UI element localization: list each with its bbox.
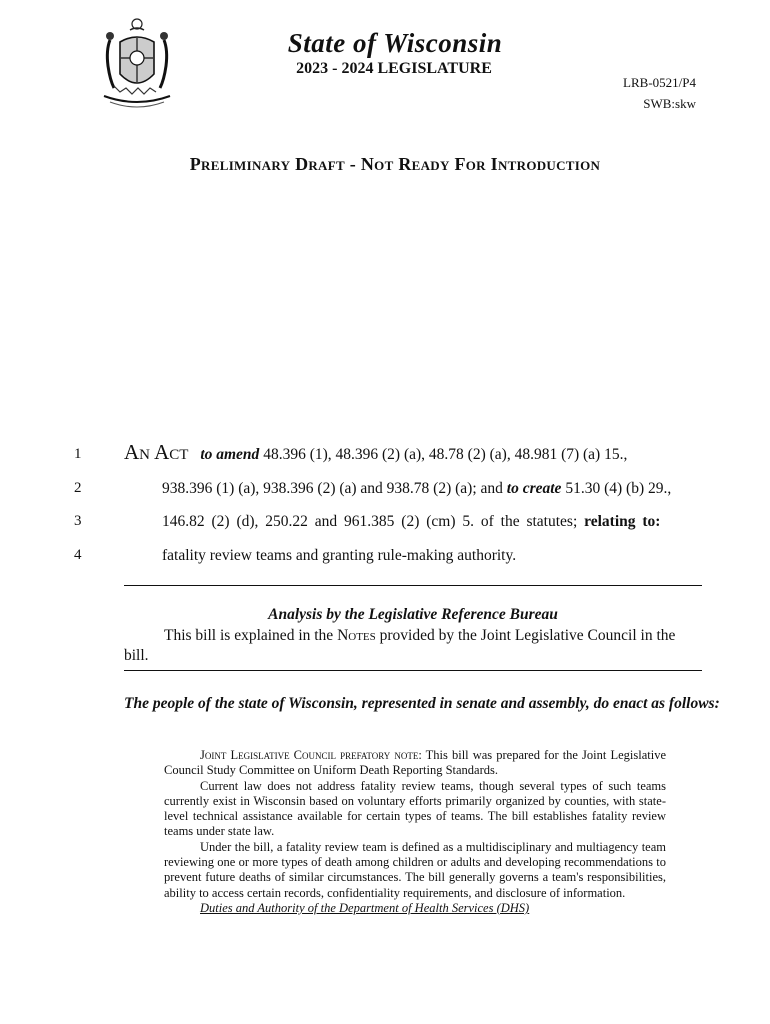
act-line-1 [124, 440, 627, 465]
note-subheading [164, 901, 666, 916]
an-act-label: An Act [124, 440, 189, 464]
note-text-1: This bill was prepared for the Joint Legislative Council Study Committee on Uniform Death Reporting Standards. [164, 748, 666, 778]
analysis-title: Analysis by the Legislative Reference Bureau [268, 606, 558, 623]
analysis-body [124, 626, 702, 666]
note-paragraph-2: Current law does not address fatality review teams, though several types of such teams currently exist in Wisconsin based on voluntary efforts primarily organized by counties, with state-level technical assistance available for certain types of teams. The bill establishes fatality review teams under state law. [164, 778, 666, 839]
amend-sections: 48.396 (1), 48.396 (2) (a), 48.78 (2) (a), 48.981 (7) (a) 15., [259, 446, 628, 463]
lrb-number: LRB-0521/P4 [623, 75, 696, 90]
note-label: Joint Legislative Council prefatory note: [200, 748, 422, 762]
divider-bottom [124, 670, 702, 671]
draft-status-heading: Preliminary Draft - Not Ready For Introduction [189, 154, 601, 174]
analysis-text: This bill is explained in the [164, 627, 338, 644]
amend-sections-cont: 938.396 (1) (a), 938.396 (2) (a) and 938.78 (2) (a); and [162, 480, 507, 497]
line-number: 1 [74, 446, 82, 462]
line-number: 3 [74, 513, 82, 529]
relating-subject: fatality review teams and granting rule-making authority. [162, 547, 517, 564]
act-line-4 [162, 547, 516, 565]
to-create-label: to create [506, 480, 562, 497]
create-sections-cont: 146.82 (2) (d), 250.22 and 961.385 (2) (cm) 5. of the statutes; [162, 513, 585, 530]
prefatory-note [164, 748, 666, 916]
line-number: 2 [74, 480, 82, 496]
state-title: State of Wisconsin [287, 28, 503, 58]
enacting-clause: The people of the state of Wisconsin, represented in senate and assembly, do enact as follows: [124, 695, 720, 712]
line-number: 4 [74, 547, 82, 563]
legislature-session: 2023 - 2024 LEGISLATURE [296, 60, 492, 77]
analysis-text-end: provided by the Joint Legislative Council in the bill. [124, 627, 676, 664]
notes-word: Notes [337, 627, 376, 644]
to-amend-label: to amend [200, 446, 260, 463]
drafter-initials: SWB:skw [643, 96, 696, 111]
note-paragraph-1 [164, 748, 666, 779]
divider-top [124, 585, 702, 586]
act-line-2 [162, 480, 671, 498]
create-sections: 51.30 (4) (b) 29., [561, 480, 672, 497]
draft-identifiers [623, 72, 696, 114]
relating-to-label: relating to: [584, 513, 661, 530]
act-line-3 [162, 513, 660, 531]
note-paragraph-3: Under the bill, a fatality review team is defined as a multidisciplinary and multiagency team reviewing one or more types of death among children or adults and developing recommendations to prevent future deaths of similar circumstances. The bill generally governs a team's responsibilities, ability to access certain records, confidentiality requirements, and disclosure of information. [164, 839, 666, 900]
note-subheading-text: Duties and Authority of the Department of Health Services (DHS) [200, 900, 530, 915]
